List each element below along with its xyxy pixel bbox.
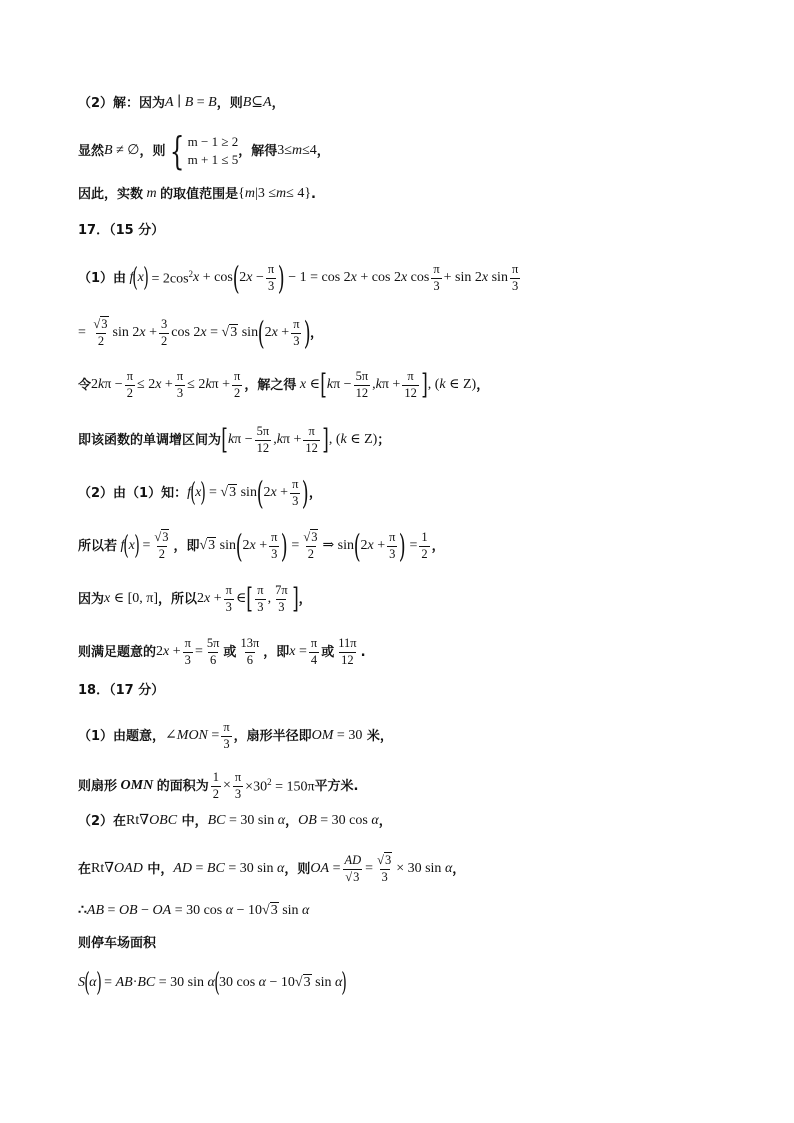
heading-18: 18．（17 分） <box>78 683 165 698</box>
line-17-6: 所以若 f ( x ) = $\frac{√3}{2}$ ，即 √3 sin ( 2 x + $\frac{\pi}{3}$ ) = $\frac{√3}{2}$ ⇒ sin ( 2 x + $\frac{\pi}{3}$ ) = $\frac{1}{2}$ ， <box>78 527 445 565</box>
line-17-2: = $\frac{√3}{2}$ sin 2 x + $\frac{3}{2}$ cos 2 x = √3 sin ( 2 x + $\frac{\pi}{3}$ ) ， <box>78 314 323 352</box>
line-system: 显然 B ≠ ∅ ，则 { m − 1 ≥ 2 m + 1 ≤ 5 ，解得 3 ≤ m ≤4 ， <box>78 129 330 173</box>
line-17-4: 即该函数的单调增区间为 [ k π − $\frac{5\pi}{12}$ , k π + $\frac{\pi}{12}$ ] , ( k ∈ Z) ； <box>78 423 391 457</box>
line-18-3: （2）在 Rt∇ OBC 中， BC = 30 sin α ， OB = 30 cos α ， <box>78 813 392 829</box>
line-set-relation: （2）解：因为 A ∣ B = B ，则 B ⊆ A ， <box>78 95 285 111</box>
line-17-5: （2）由（1）知： f ( x ) = √3 sin ( 2 x + $\frac{\pi}{3}$ ) ， <box>78 474 322 512</box>
line-18-5: ∴ AB = OB − OA = 30 cos α − 10√3 sin α <box>78 903 310 918</box>
system-row-1: m − 1 ≥ 2 <box>187 133 239 149</box>
line-18-4: 在 Rt∇ OAD 中， AD = BC = 30 sin α ，则 OA = $\frac{AD}{√3}$ = $\frac{√3}{3}$ × 30 sin α ， <box>78 853 466 884</box>
line-18-2: 则扇形 OMN 的面积为 $\frac{1}{2}$ × $\frac{\pi}{3}$ $\times 30^2 = 150\pi$ 平方米. <box>78 770 359 801</box>
heading-17: 17．（15 分） <box>78 223 165 238</box>
line-18-1: （1）由题意， ∠ MON = $\frac{\pi}{3}$ ，扇形半径即 OM = 30 米， <box>78 720 393 751</box>
line-17-8: 则满足题意的 2 x + $\frac{\pi}{3}$ = $\frac{5\pi}{6}$ 或 $\frac{13\pi}{6}$ ，即 x = $\frac{\pi}{4}$ 或 $\frac{11\pi}{12}$ . <box>78 636 366 667</box>
line-17-1: （1）由 f ( x ) = $2\cos^2$ x + cos ( 2 x − $\frac{\pi}{3}$ ) − 1 = cos 2 x + cos 2 x cos $\frac{\pi}{3}$ + sin 2 x sin $\frac{\pi}{3}$ <box>78 259 519 297</box>
system-row-2: m + 1 ≤ 5 <box>187 152 239 167</box>
line-17-3: 令 2 k π − $\frac{\pi}{2}$ ≤ 2 x + $\frac{\pi}{3}$ ≤ 2 k π + $\frac{\pi}{2}$ ，解之得 x ∈ [ k π − $\frac{5\pi}{12}$ , k π + $\frac{\pi}{12}$ ] , ( k ∈ Z) ， <box>78 368 490 402</box>
line-range: 因此，实数 m 的取值范围是 { m |3 ≤ m ≤ 4} . <box>78 186 316 202</box>
line-18-6: 则停车场面积 <box>78 936 157 951</box>
inequality-system: { m − 1 ≥ 2 m + 1 ≤ 5 <box>170 129 239 173</box>
line-18-7: S ( α ) = AB · BC = 30 sin α ( 30 cos α − 10√3 sin α ) <box>78 968 348 998</box>
line-17-7: 因为 x ∈ [0, π] ，所以 2 x + $\frac{\pi}{3}$ ∈ [ $\frac{\pi}{3}$ , $\frac{7\pi}{3}$ ] ， <box>78 582 312 616</box>
